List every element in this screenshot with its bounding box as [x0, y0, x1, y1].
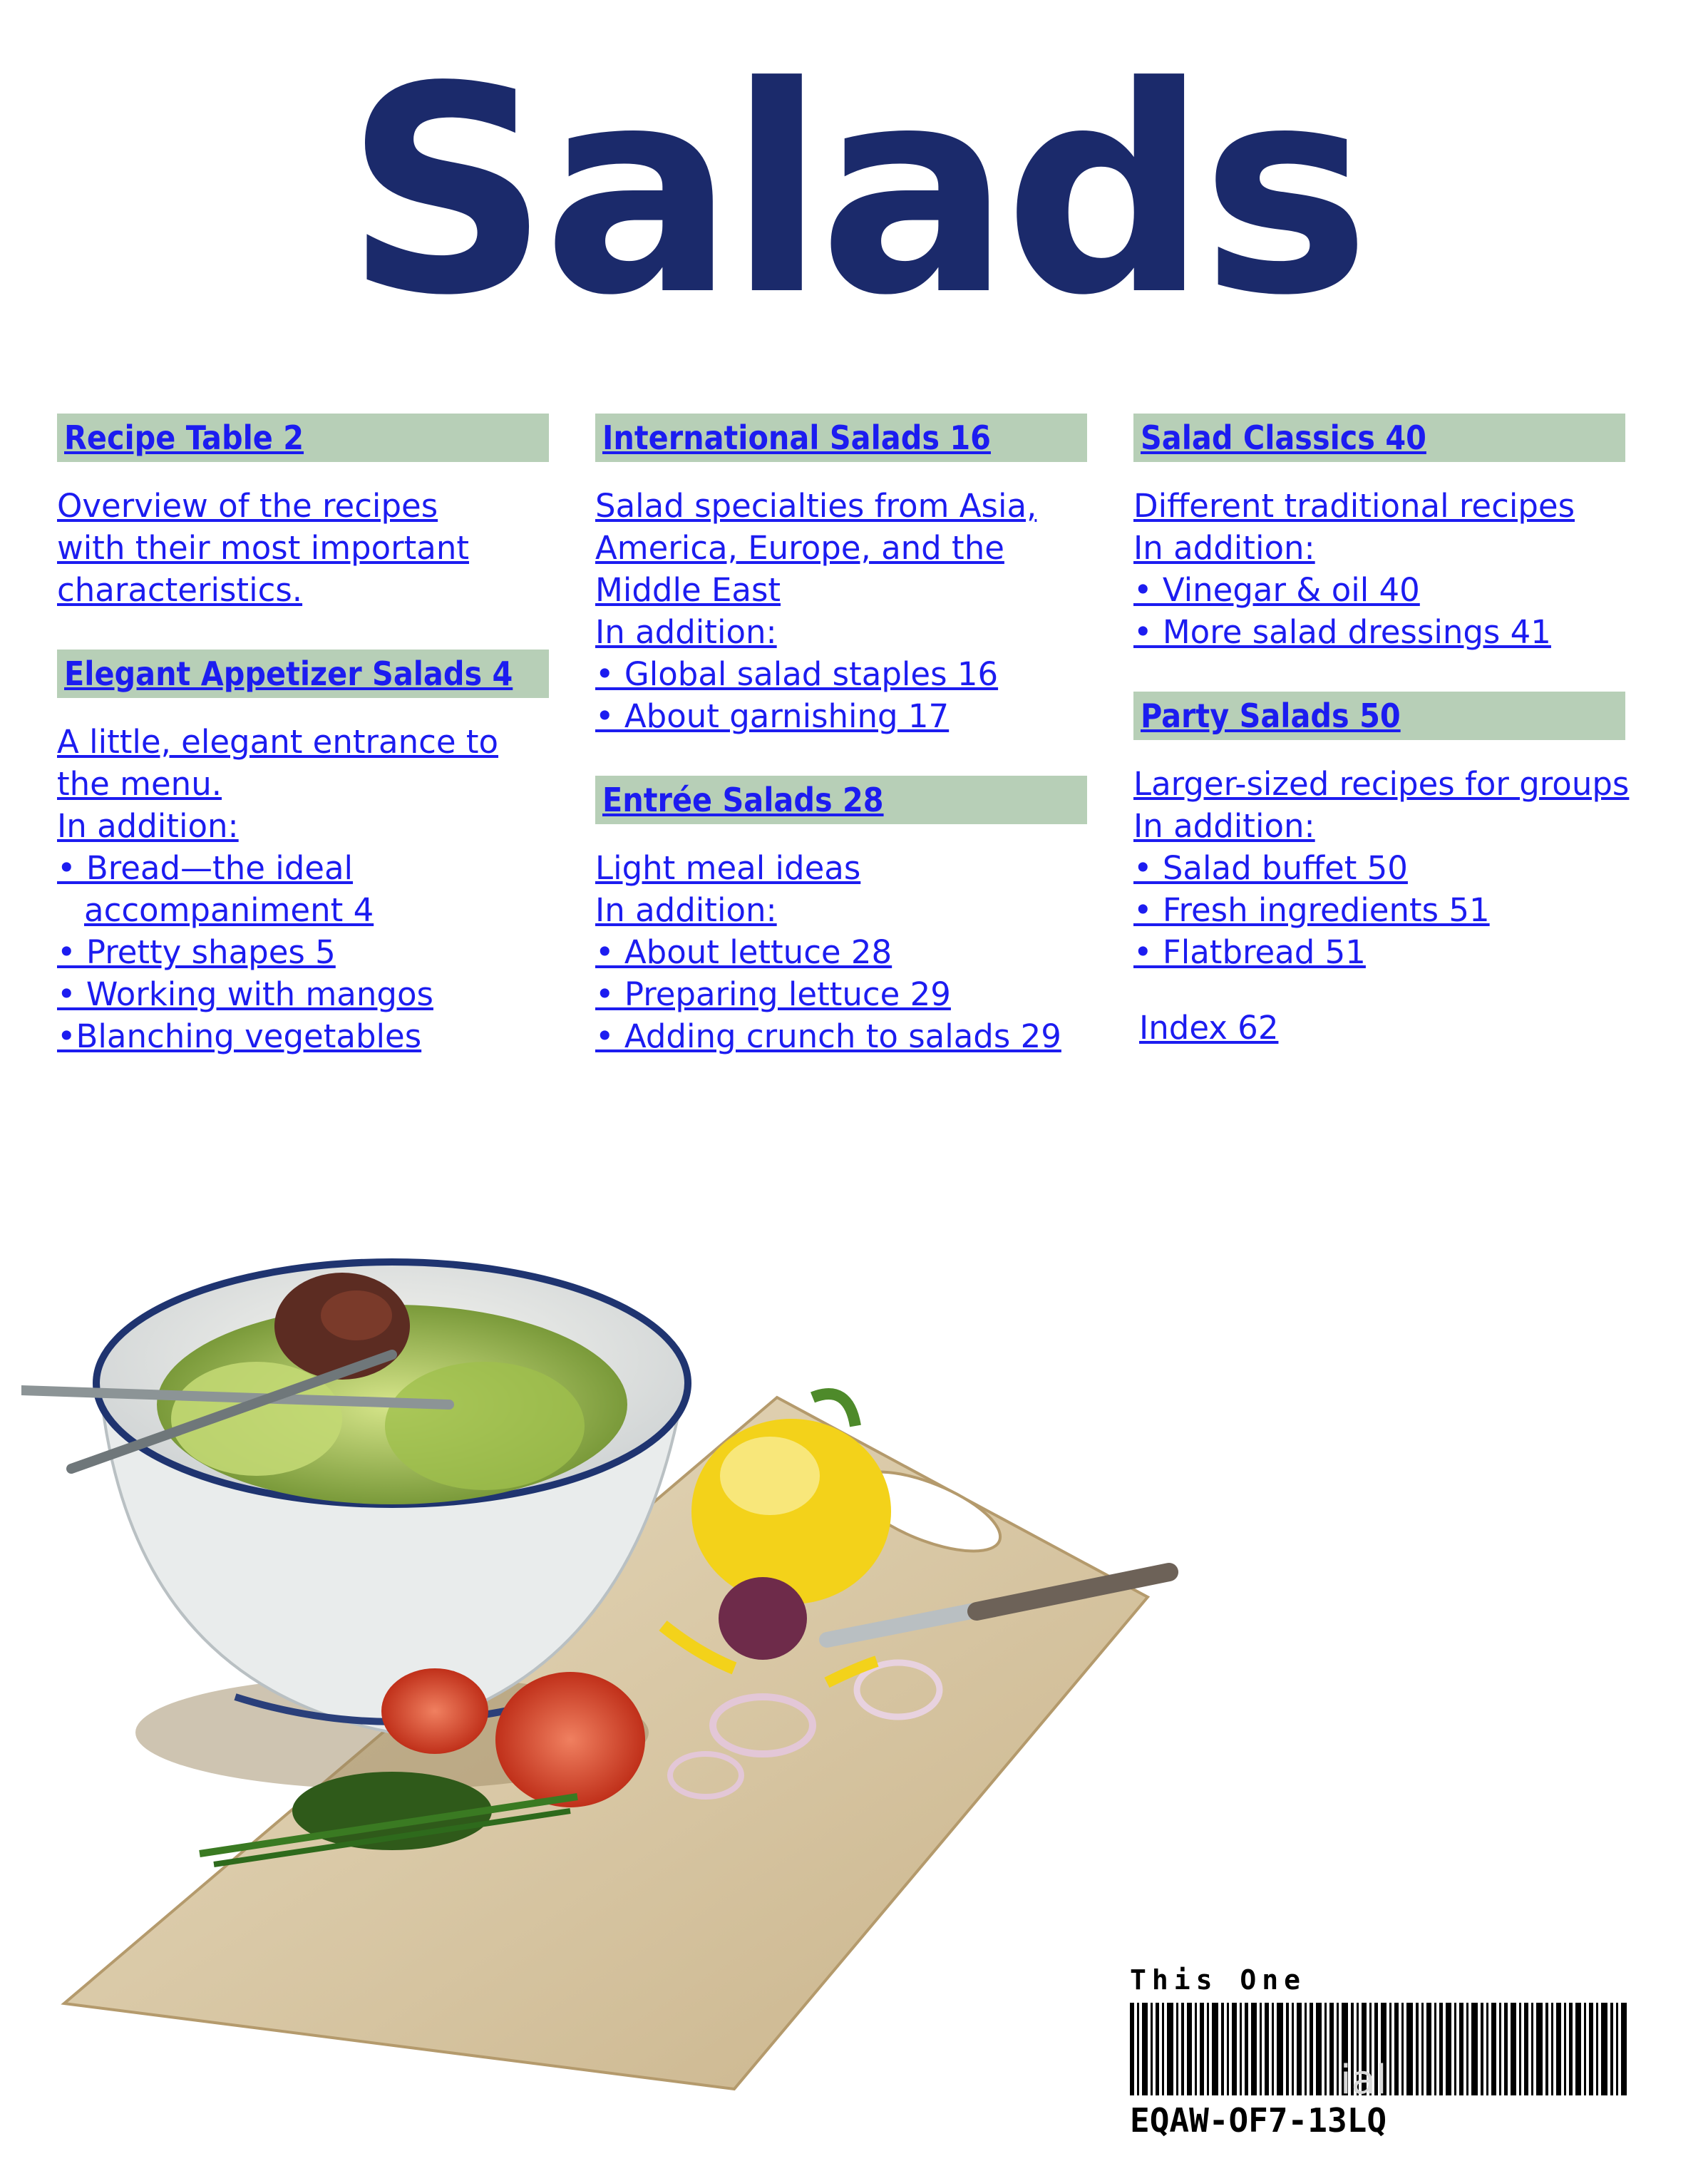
toc-line[interactable]: America, Europe, and the: [595, 529, 1004, 567]
toc-section: [57, 650, 549, 1057]
toc-line[interactable]: In addition:: [57, 807, 239, 845]
toc-line[interactable]: • About garnishing 17: [595, 697, 950, 735]
toc-line[interactable]: Overview of the recipes: [57, 487, 438, 525]
tomato: [495, 1672, 645, 1807]
section-lines: [57, 485, 549, 611]
toc-column-1: [57, 414, 549, 1096]
section-lines: [57, 721, 549, 1057]
toc-line[interactable]: Middle East: [595, 571, 781, 609]
toc-line[interactable]: • Fresh ingredients 51: [1133, 891, 1490, 929]
section-lines: [595, 485, 1087, 737]
toc-line[interactable]: accompaniment 4: [84, 891, 374, 929]
section-lines: [595, 847, 1087, 1057]
toc-line[interactable]: In addition:: [595, 891, 777, 929]
toc-line[interactable]: • Working with mangos: [57, 975, 433, 1013]
page-title: Salads: [344, 26, 1364, 358]
toc-line[interactable]: characteristics.: [57, 571, 303, 609]
toc-line[interactable]: Light meal ideas: [595, 849, 861, 887]
toc-line[interactable]: In addition:: [1133, 529, 1315, 567]
toc-line[interactable]: In addition:: [1133, 807, 1315, 845]
toc-line[interactable]: • About lettuce 28: [595, 933, 892, 971]
section-heading-entree-salads[interactable]: Entrée Salads 28: [595, 776, 1087, 824]
red-onion: [719, 1577, 807, 1660]
toc-section: [1133, 414, 1625, 653]
toc-line[interactable]: • Flatbread 51: [1133, 933, 1366, 971]
toc-line[interactable]: • Adding crunch to salads 29: [595, 1017, 1061, 1055]
toc-line[interactable]: Larger-sized recipes for groups: [1133, 765, 1630, 803]
toc-column-2: [595, 414, 1087, 1096]
toc-section: [1133, 692, 1630, 973]
toc-line[interactable]: • Pretty shapes 5: [57, 933, 336, 971]
watermark-text: ial: [1340, 2057, 1387, 2103]
toc-line[interactable]: the menu.: [57, 765, 222, 803]
toc-line[interactable]: • More salad dressings 41: [1133, 613, 1551, 651]
toc-section: [57, 414, 549, 611]
toc-column-3: [1133, 414, 1630, 1012]
salad-photo: [21, 1169, 1205, 2096]
section-heading-international-salads[interactable]: International Salads 16: [595, 414, 1087, 462]
section-heading-party-salads[interactable]: Party Salads 50: [1133, 692, 1625, 740]
toc-section: [595, 414, 1087, 737]
toc-line[interactable]: • Global salad staples 16: [595, 655, 999, 693]
toc-line[interactable]: • Bread—the ideal: [57, 849, 354, 887]
index-link[interactable]: Index 62: [1139, 1009, 1279, 1047]
barcode-top-text: This One: [1130, 1964, 1307, 1996]
toc-line[interactable]: In addition:: [595, 613, 777, 651]
section-heading-recipe-table[interactable]: Recipe Table 2: [57, 414, 549, 462]
toc-line[interactable]: A little, elegant entrance to: [57, 723, 499, 761]
toc-line[interactable]: Salad specialties from Asia,: [595, 487, 1037, 525]
section-lines: [1133, 485, 1625, 653]
section-heading-salad-classics[interactable]: Salad Classics 40: [1133, 414, 1625, 462]
barcode-code: EQAW-OF7-13LQ: [1130, 2101, 1387, 2140]
toc-section: [595, 776, 1087, 1057]
toc-line[interactable]: • Preparing lettuce 29: [595, 975, 951, 1013]
toc-line[interactable]: • Salad buffet 50: [1133, 849, 1408, 887]
section-lines: [1133, 763, 1630, 973]
toc-line[interactable]: with their most important: [57, 529, 470, 567]
toc-line[interactable]: •Blanching vegetables: [57, 1017, 422, 1055]
toc-line[interactable]: • Vinegar & oil 40: [1133, 571, 1420, 609]
toc-line[interactable]: Different traditional recipes: [1133, 487, 1575, 525]
section-heading-elegant-appetizer-salads[interactable]: Elegant Appetizer Salads 4: [57, 650, 549, 698]
